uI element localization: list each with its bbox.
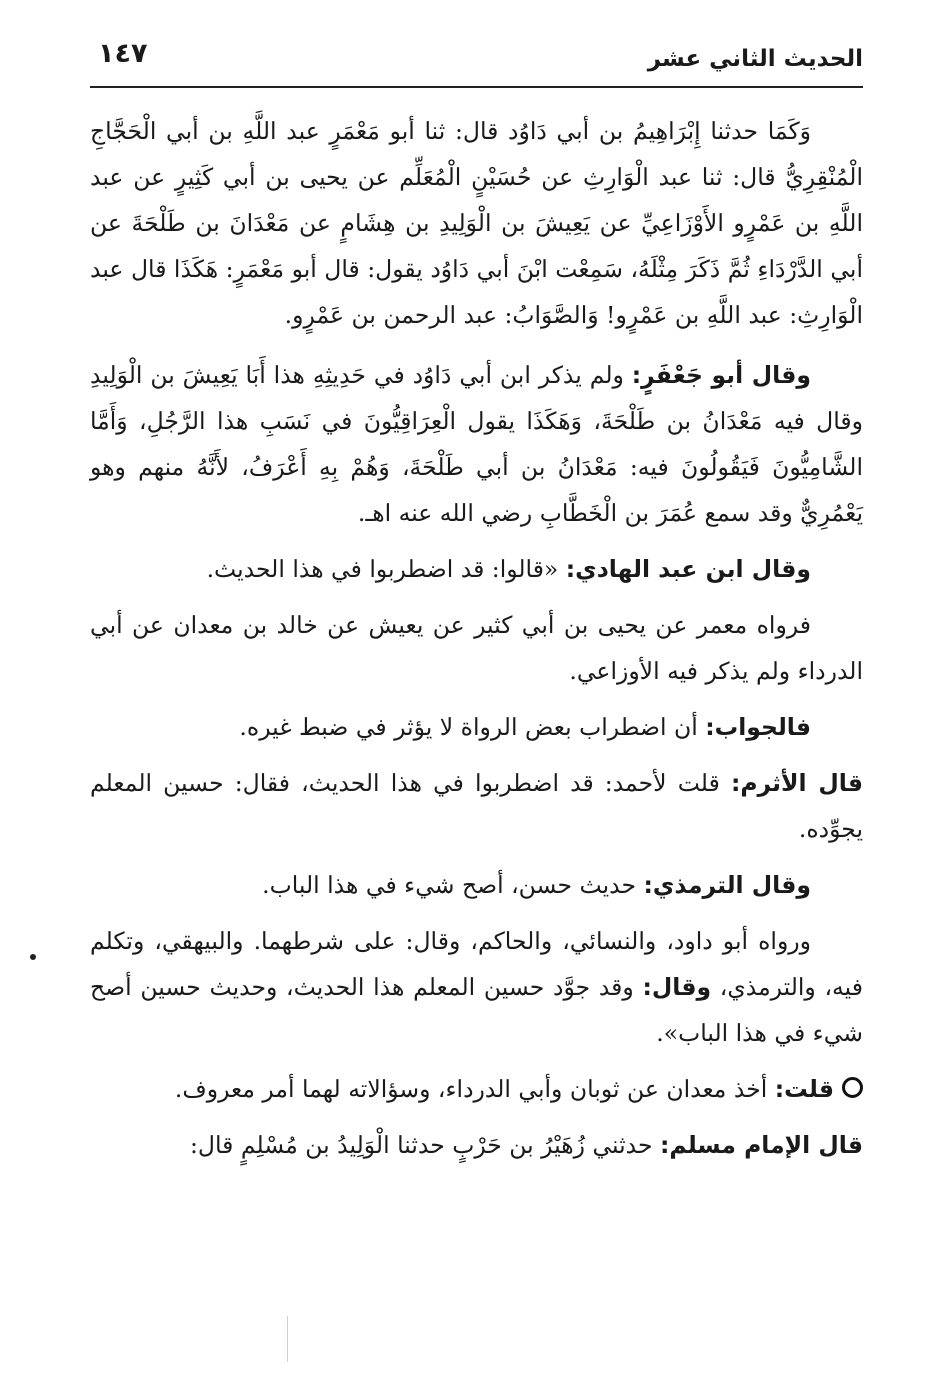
page-header xyxy=(90,34,863,82)
paragraph-ibn-abd-al-hadi xyxy=(90,546,863,592)
speaker-label: وقال: xyxy=(642,973,712,1001)
paragraph-text: قلت لأحمد: قد اضطربوا في هذا الحديث، فقال: حسين المعلم يجوِّده. xyxy=(90,769,863,843)
paragraph-imam-muslim xyxy=(90,1122,863,1168)
paragraph-text: حدثني زُهَيْرُ بن حَرْبٍ حدثنا الْوَلِيدُ بن مُسْلِمٍ قال: xyxy=(189,1131,660,1159)
paragraph-isnad-abu-mamar xyxy=(90,108,863,338)
paragraph-text: فرواه معمر عن يحيى بن أبي كثير عن يعيش عن خالد بن معدان عن أبي الدرداء ولم يذكر فيه الأوزاعي. xyxy=(90,611,863,685)
margin-dot xyxy=(30,954,36,960)
speaker-label: قلت: xyxy=(774,1075,834,1103)
paragraph-author-note xyxy=(90,1066,863,1112)
scan-mark xyxy=(287,1316,288,1362)
paragraph-tirmidhi xyxy=(90,862,863,908)
page-number: ١٤٧ xyxy=(98,38,148,69)
circle-bullet-icon xyxy=(842,1077,863,1098)
paragraph-abu-jafar xyxy=(90,352,863,536)
paragraph-text: أخذ معدان عن ثوبان وأبي الدرداء، وسؤالاته لهما أمر معروف. xyxy=(174,1075,775,1103)
speaker-label: وقال الترمذي: xyxy=(643,871,811,899)
paragraph-text: وَكَمَا حدثنا إِبْرَاهِيمُ بن أبي دَاوُد قال: ثنا أبو مَعْمَرٍ عبد اللَّهِ بن أبي الْحَجَّاجِ الْمُنْقِرِيُّ قال: ثنا عبد الْوَارِثِ عن حُسَيْنٍ الْمُعَلِّم عن يحيى بن أبي كَثِيرٍ عن عبد اللَّهِ بن عَمْرٍو الأَوْزَاعِيِّ عن يَعِيشَ بن الْوَلِيدِ بن هِشَامٍ عن مَعْدَانَ بن طَلْحَةَ عن أبي الدَّرْدَاءِ ثُمَّ ذَكَرَ مِثْلَهُ، سَمِعْت ابْنَ أبي دَاوُد يقول: قال أبو مَعْمَرٍ: هَكَذَا قال عبد الْوَارِثِ: عبد اللَّهِ بن عَمْرٍو! وَالصَّوَابُ: عبد الرحمن بن عَمْرٍو. xyxy=(90,117,863,329)
paragraph-text: ورواه أبو داود، والنسائي، والحاكم، وقال: على شرطهما. والبيهقي، وتكلم فيه، والترمذي، xyxy=(90,927,863,1001)
paragraph-text: حديث حسن، أصح شيء في هذا الباب. xyxy=(262,871,644,899)
paragraph-mamar-narration xyxy=(90,602,863,694)
speaker-label: فالجواب: xyxy=(705,713,811,741)
paragraph-text: ولم يذكر ابن أبي دَاوُد في حَدِيثِهِ هذا أَبَا يَعِيشَ بن الْوَلِيدِ وقال فيه مَعْدَانُ بن طَلْحَةَ، وَهَكَذَا يقول الْعِرَاقِيُّونَ في نَسَبِ هذا الرَّجُلِ، وَأَمَّا الشَّامِيُّونَ فَيَقُولُونَ فيه: مَعْدَانُ بن أبي طَلْحَةَ، وَهُمْ بِهِ أَعْرَفُ، لأَنَّهُ منهم وهو يَعْمُرِيٌّ وقد سمع عُمَرَ بن الْخَطَّابِ رضي الله عنه اهـ. xyxy=(90,361,863,527)
speaker-label: وقال ابن عبد الهادي: xyxy=(565,555,811,583)
paragraph-text: «قالوا: قد اضطربوا في هذا الحديث. xyxy=(206,555,566,583)
speaker-label: وقال أبو جَعْفَرٍ: xyxy=(631,361,811,389)
speaker-label: قال الأثرم: xyxy=(730,769,864,797)
speaker-label: قال الإمام مسلم: xyxy=(660,1131,863,1159)
paragraph-text: وقد جوَّد حسين المعلم هذا الحديث، وحديث حسين أصح شيء في هذا الباب». xyxy=(90,973,863,1047)
header-divider xyxy=(90,86,863,88)
running-title: الحديث الثاني عشر xyxy=(647,46,863,72)
paragraph-answer xyxy=(90,704,863,750)
paragraph-athram xyxy=(90,760,863,852)
paragraph-text: أن اضطراب بعض الرواة لا يؤثر في ضبط غيره. xyxy=(239,713,706,741)
page-body xyxy=(90,108,863,1168)
paragraph-sources xyxy=(90,918,863,1056)
